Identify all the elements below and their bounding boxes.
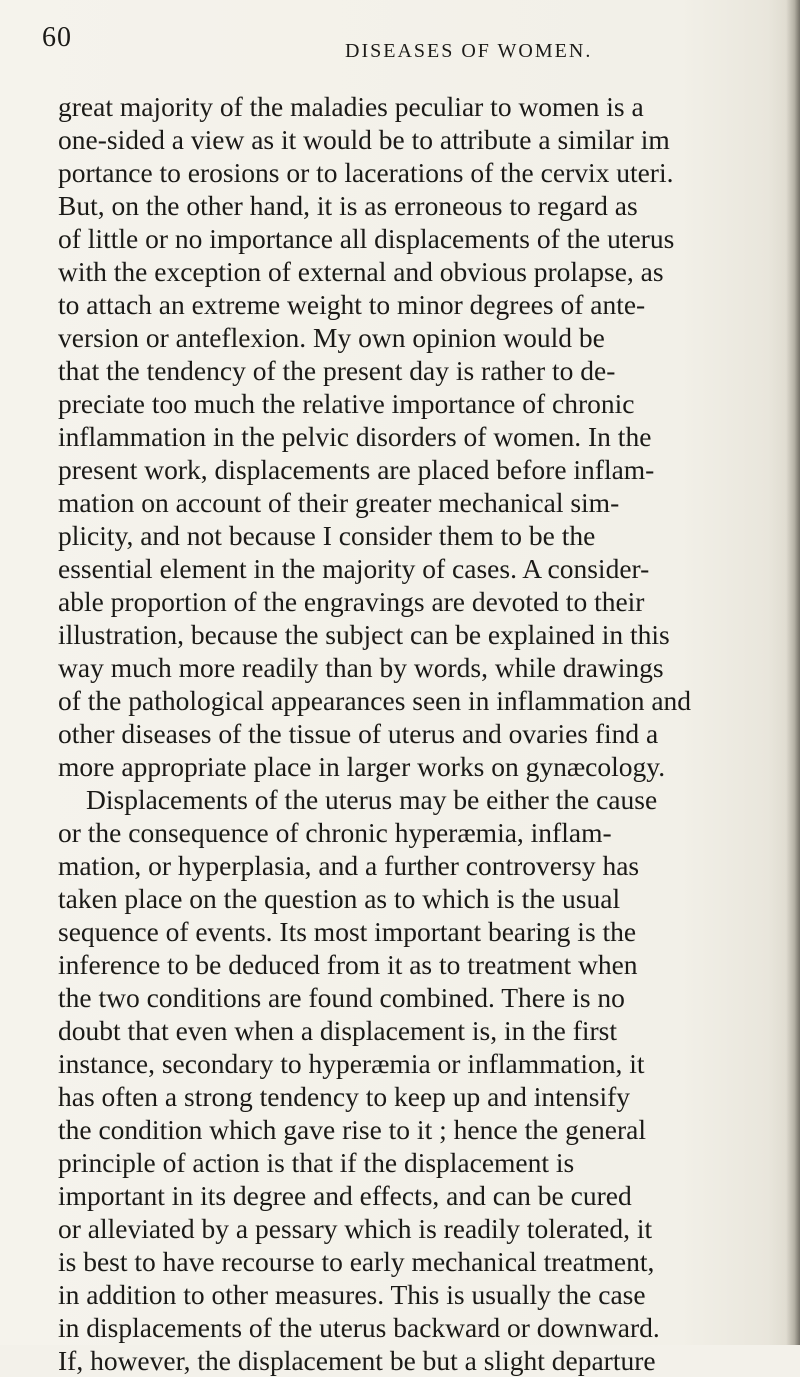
text-line: that the tendency of the present day is rather to de- — [58, 355, 616, 386]
text-line: more appropriate place in larger works on gynæcology. — [58, 751, 666, 782]
body-text — [58, 90, 788, 1377]
text-line: in displacements of the uterus backward or downward. — [58, 1312, 660, 1343]
text-line: doubt that even when a displacement is, in the first — [58, 1015, 618, 1046]
text-line: with the exception of external and obvious prolapse, as — [58, 256, 664, 287]
text-line: illustration, because the subject can be explained in this — [58, 619, 670, 650]
running-head: DISEASES OF WOMEN. — [345, 40, 593, 62]
text-line: the two conditions are found combined. There is no — [58, 982, 625, 1013]
text-line: the condition which gave rise to it ; hence the general — [58, 1114, 646, 1145]
text-line: important in its degree and effects, and can be cured — [58, 1180, 632, 1211]
text-line: great majority of the maladies peculiar to women is a — [58, 91, 644, 122]
text-line: But, on the other hand, it is as erroneous to regard as — [58, 190, 638, 221]
text-line: of the pathological appearances seen in inflammation and — [58, 685, 692, 716]
text-line: way much more readily than by words, while drawings — [58, 652, 664, 683]
text-line: mation on account of their greater mechanical sim- — [58, 487, 620, 518]
text-line: Displacements of the uterus may be either the cause — [86, 784, 658, 815]
text-line: has often a strong tendency to keep up and intensify — [58, 1081, 630, 1112]
text-line: in addition to other measures. This is usually the case — [58, 1279, 646, 1310]
text-line: other diseases of the tissue of uterus and ovaries find a — [58, 718, 659, 749]
text-line: inference to be deduced from it as to treatment when — [58, 949, 638, 980]
page-binding-edge — [786, 0, 800, 1345]
text-line: to attach an extreme weight to minor degrees of ante- — [58, 289, 646, 320]
text-line: portance to erosions or to lacerations of the cervix uteri. — [58, 157, 674, 188]
text-line: instance, secondary to hyperæmia or inflammation, it — [58, 1048, 645, 1079]
text-line: of little or no importance all displacements of the uterus — [58, 223, 675, 254]
text-line: essential element in the majority of cases. A consider- — [58, 553, 650, 584]
text-line: taken place on the question as to which is the usual — [58, 883, 621, 914]
text-line: version or anteflexion. My own opinion would be — [58, 322, 605, 353]
text-line: present work, displacements are placed before inflam- — [58, 454, 655, 485]
text-line: one-sided a view as it would be to attribute a similar im — [58, 124, 670, 155]
text-line: is best to have recourse to early mechanical treatment, — [58, 1246, 655, 1277]
text-line: If, however, the displacement be but a slight departure — [58, 1345, 656, 1376]
text-line: mation, or hyperplasia, and a further controversy has — [58, 850, 640, 881]
page-number: 60 — [42, 22, 72, 53]
text-line: preciate too much the relative importance of chronic — [58, 388, 635, 419]
text-line: inflammation in the pelvic disorders of women. In the — [58, 421, 652, 452]
text-line: able proportion of the engravings are devoted to their — [58, 586, 645, 617]
text-line: plicity, and not because I consider them to be the — [58, 520, 596, 551]
text-line: principle of action is that if the displacement is — [58, 1147, 575, 1178]
text-line: or the consequence of chronic hyperæmia, inflam- — [58, 817, 612, 848]
text-line: sequence of events. Its most important bearing is the — [58, 916, 637, 947]
text-line: or alleviated by a pessary which is readily tolerated, it — [58, 1213, 653, 1244]
